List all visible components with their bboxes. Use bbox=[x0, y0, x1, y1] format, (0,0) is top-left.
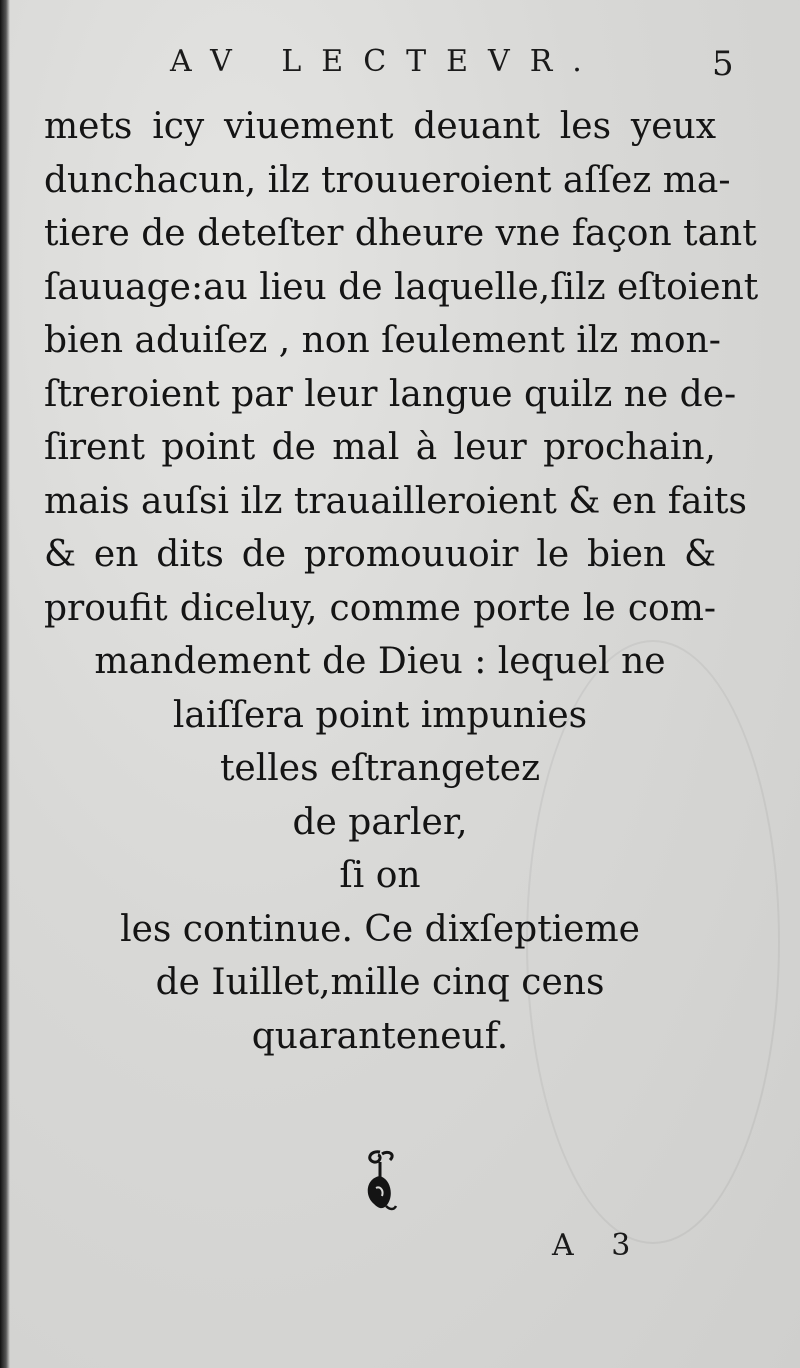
tapered-line: mandement de Dieu : lequel ne bbox=[94, 641, 666, 682]
tapered-line: telles eſtrangetez bbox=[219, 748, 541, 789]
text-line: & en dits de promouuoir le bien & bbox=[44, 534, 716, 575]
tapered-line: les continue. Ce dixſeptieme bbox=[120, 908, 640, 950]
text-line: dunchacun, ilz trouueroient aſſez ma- bbox=[44, 159, 731, 201]
text-line: ſauuage:au lieu de laquelle,ſilz eſtoient bbox=[44, 266, 759, 308]
tapered-line: de Iuillet,mille cinq cens bbox=[155, 962, 605, 1003]
signature-mark: A 3 bbox=[552, 1228, 645, 1263]
fleuron-icon bbox=[356, 1148, 404, 1218]
text-block bbox=[44, 100, 759, 1063]
text-line: mets icy viuement deuant les yeux bbox=[44, 106, 716, 147]
tapered-line: de parler, bbox=[292, 801, 468, 843]
text-line: ſtreroient par leur langue quilz ne de- bbox=[44, 373, 737, 415]
text-line: proufit diceluy, comme porte le com- bbox=[44, 587, 716, 629]
tapered-line: laiſſera point impunies bbox=[172, 694, 588, 736]
page-number: 5 bbox=[712, 44, 734, 84]
text-line: tiere de deteſter dheure vne façon tant bbox=[44, 213, 757, 254]
running-title: AV LECTEVR. bbox=[170, 44, 602, 79]
page-gutter-shadow bbox=[0, 0, 10, 1368]
tapered-line: quaranteneuf. bbox=[251, 1015, 509, 1057]
text-line: bien aduiſez , non ſeulement ilz mon- bbox=[44, 320, 721, 361]
tapered-line: ſi on bbox=[339, 855, 421, 896]
text-line: mais auſsi ilz trauailleroient & en faits bbox=[44, 480, 747, 522]
running-head bbox=[0, 40, 800, 90]
text-line: ſirent point de mal à leur prochain, bbox=[44, 427, 716, 468]
